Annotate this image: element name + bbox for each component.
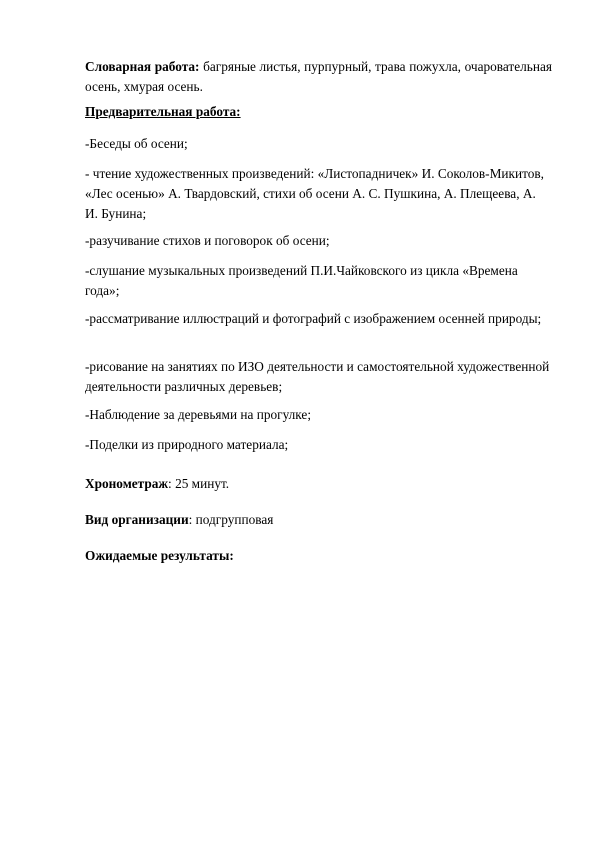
organization-paragraph	[85, 510, 552, 530]
vocabulary-text: багряные листья, пурпурный, трава пожухла, очаровательная осень, хмурая осень.	[85, 59, 552, 94]
preliminary-item-8: -Поделки из природного материала;	[85, 437, 289, 452]
organization-value: : подгрупповая	[188, 512, 274, 527]
timing-label: Хронометраж	[85, 476, 169, 491]
expected-results-heading: Ожидаемые результаты:	[85, 548, 234, 563]
preliminary-item-4: -слушание музыкальных произведений П.И.Чайковского из цикла «Времена года»;	[85, 263, 518, 298]
preliminary-item-5: -рассматривание иллюстраций и фотографий с изображением осенней природы;	[85, 311, 542, 326]
organization-label: Вид организации	[85, 512, 189, 527]
timing-paragraph	[85, 474, 552, 494]
preliminary-item-1: -Беседы об осени;	[85, 136, 188, 151]
vocabulary-paragraph	[85, 57, 552, 97]
preliminary-item-3: -разучивание стихов и поговорок об осени;	[85, 233, 330, 248]
preliminary-heading: Предварительная работа:	[85, 104, 241, 119]
preliminary-item-6: -рисование на занятиях по ИЗО деятельности и самостоятельной художественной деятельности различных деревьев;	[85, 359, 550, 394]
timing-value: : 25 минут.	[168, 476, 230, 491]
vocabulary-label: Словарная работа:	[85, 59, 200, 74]
preliminary-item-7: -Наблюдение за деревьями на прогулке;	[85, 407, 312, 422]
preliminary-item-2: - чтение художественных произведений: «Листопадничек» И. Соколов-Микитов, «Лес осенью» А. Твардовский, стихи об осени А. С. Пушкина, А. Плещеева, А. И. Бунина;	[85, 166, 545, 221]
